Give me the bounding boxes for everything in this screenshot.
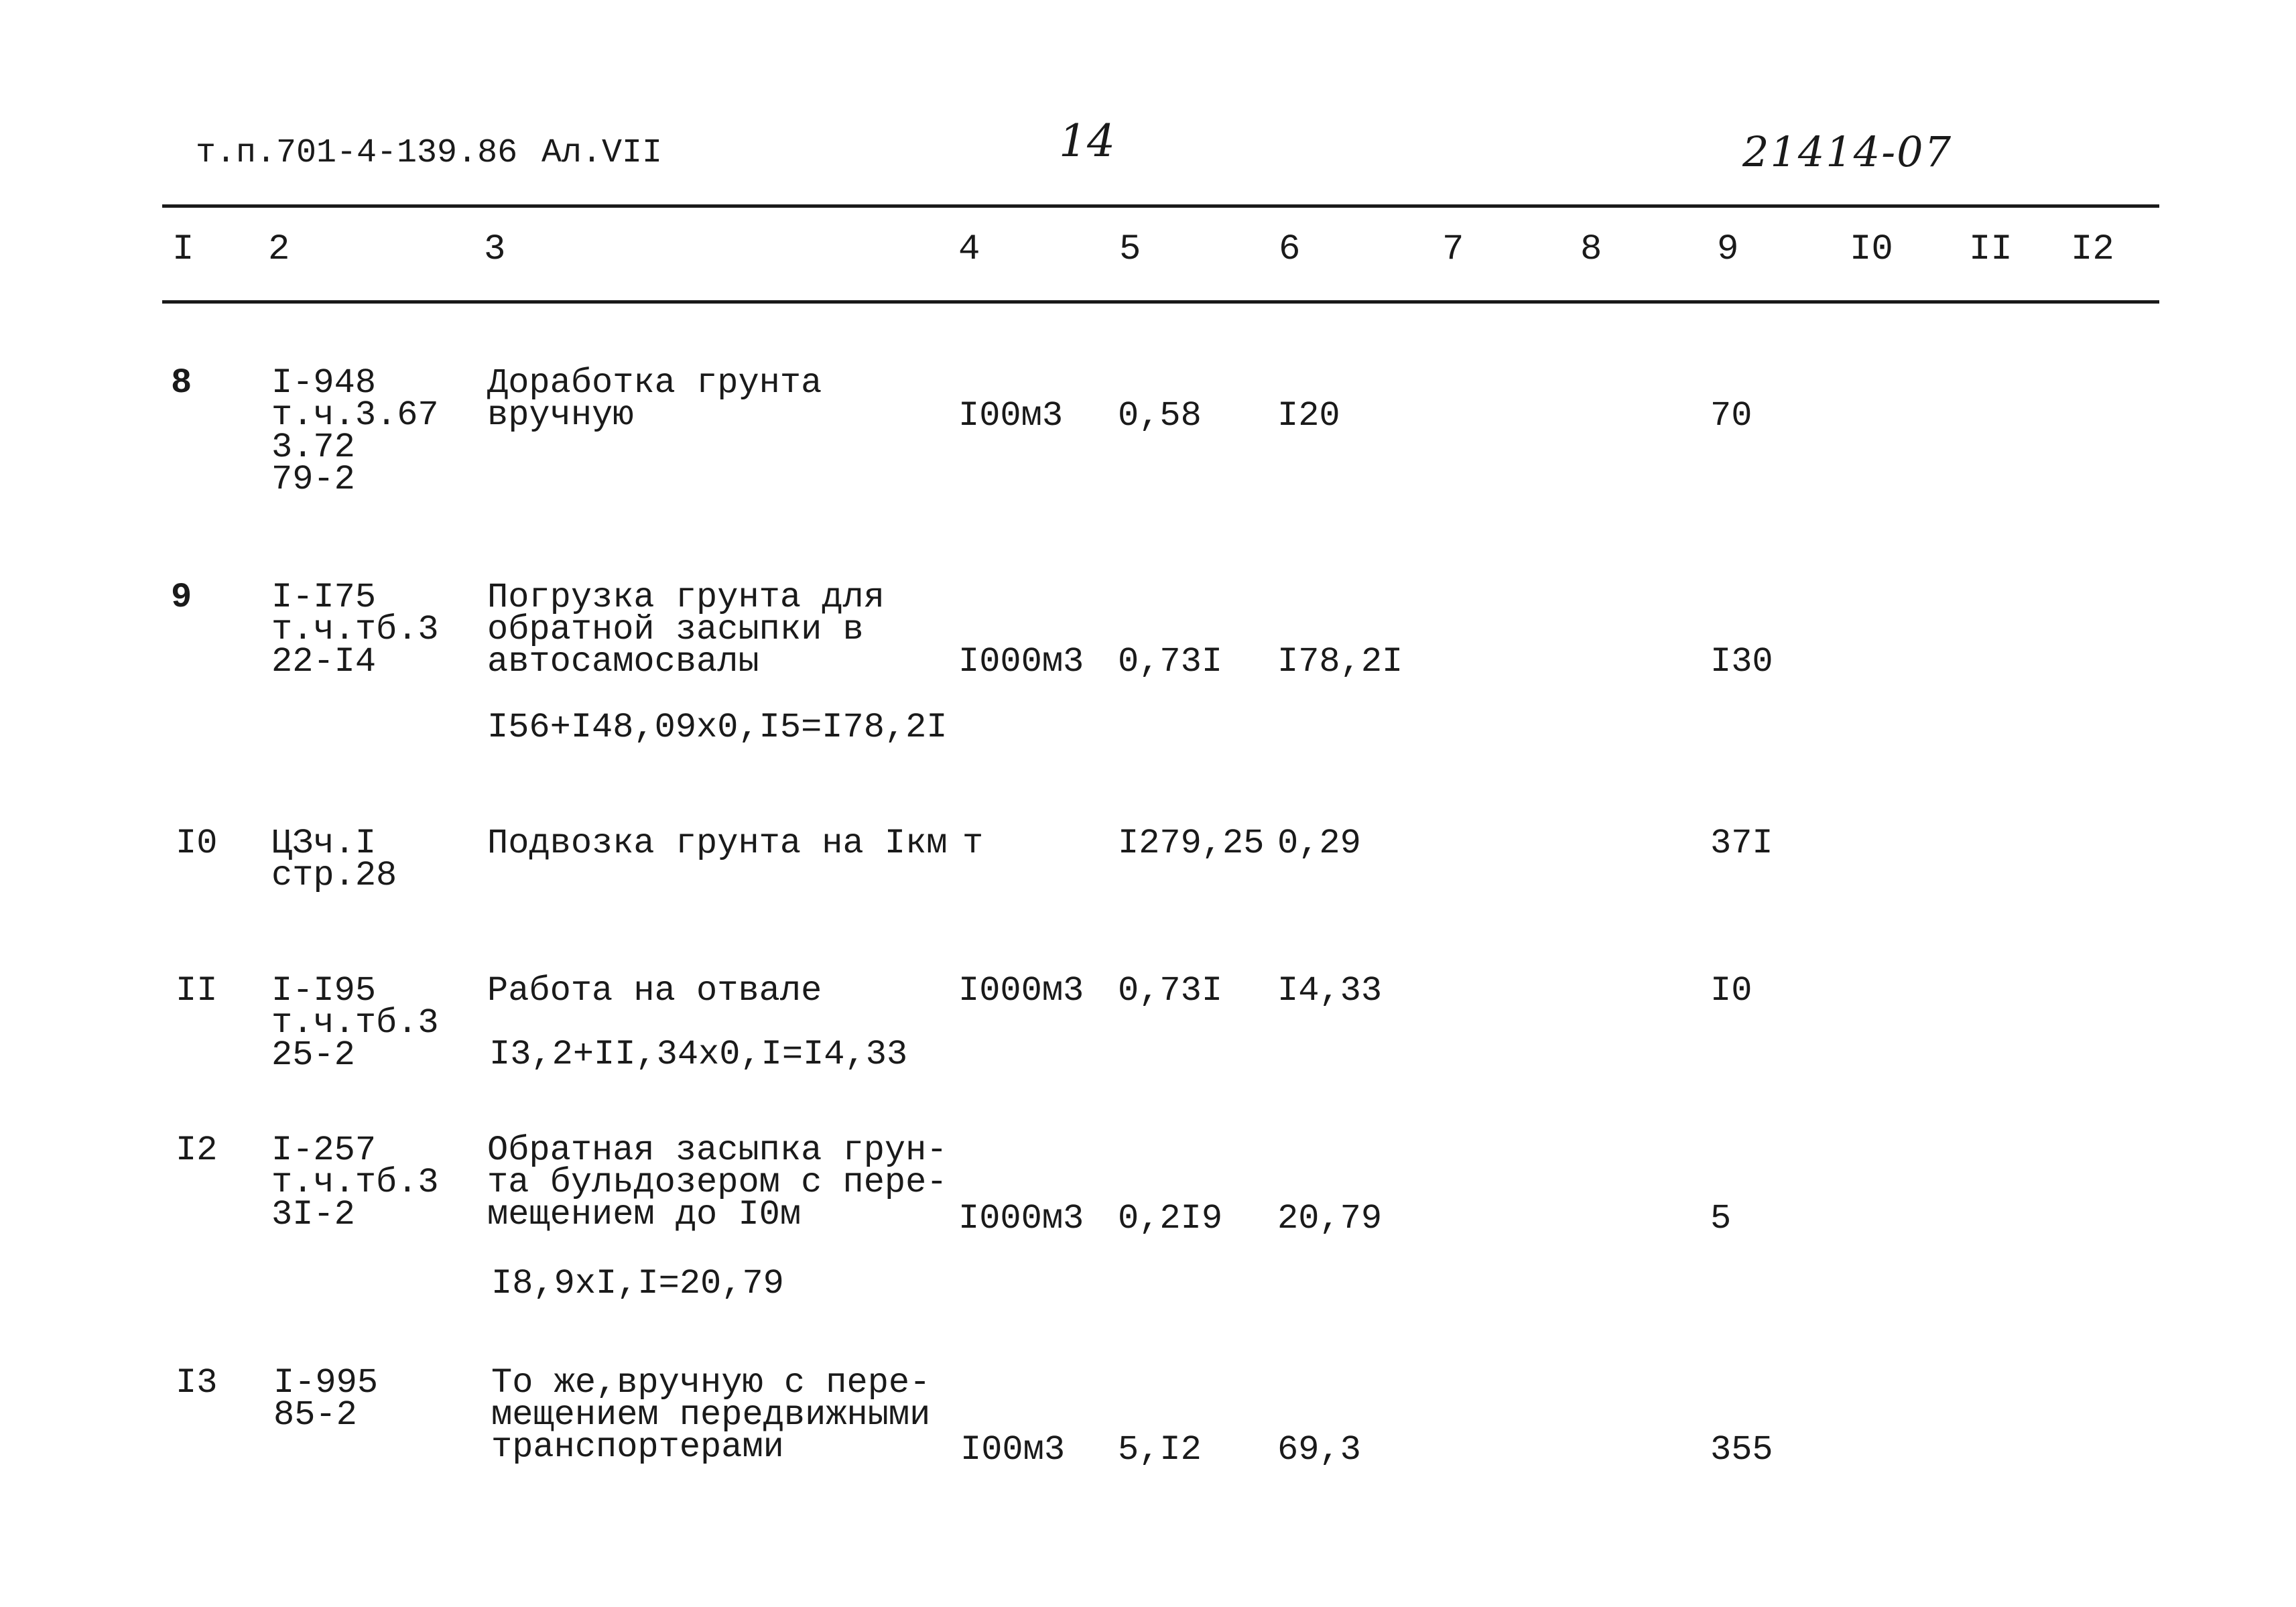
row-number: 9: [171, 578, 192, 617]
unit-price: 0,29: [1277, 824, 1361, 863]
quantity: 0,58: [1118, 396, 1202, 436]
column-number-9: 9: [1717, 229, 1739, 270]
table-header-rule: [162, 300, 2159, 304]
price-calculation: I8,9xI,I=20,79: [491, 1264, 784, 1303]
unit: т: [962, 824, 984, 863]
unit-price: 20,79: [1277, 1199, 1383, 1238]
inventory-number: 21414-07: [1742, 127, 1953, 176]
column-number-11: II: [1969, 229, 2013, 270]
row-number: I2: [176, 1131, 218, 1170]
album-number: Ал.VII: [541, 134, 663, 172]
column-number-1: I: [172, 229, 194, 270]
unit: I000м3: [958, 1199, 1084, 1238]
column-number-4: 4: [958, 229, 980, 270]
column-number-8: 8: [1580, 229, 1602, 270]
column-number-10: I0: [1850, 229, 1893, 270]
norm-code: I-995 85-2: [273, 1363, 379, 1435]
column-number-3: 3: [484, 229, 506, 270]
work-description: То же,вручную с пере- мещением передвижными транспортерами: [491, 1363, 931, 1467]
work-description: Подвозка грунта на Iкм: [487, 824, 948, 863]
unit: I000м3: [958, 971, 1084, 1011]
quantity: 5,I2: [1118, 1430, 1202, 1470]
price-calculation: I3,2+II,34x0,I=I4,33: [489, 1035, 908, 1074]
document-code: т.п.701-4-139.86: [196, 134, 518, 172]
unit: I000м3: [958, 642, 1084, 682]
quantity: 0,73I: [1118, 971, 1223, 1011]
unit-price: 69,3: [1277, 1430, 1361, 1470]
total-cost: 5: [1710, 1199, 1732, 1238]
quantity: 0,73I: [1118, 642, 1223, 682]
table-top-rule: [162, 204, 2159, 208]
norm-code: ЦЗч.I стр.28: [271, 824, 397, 895]
norm-code: I-257 т.ч.тб.3 3I-2: [271, 1131, 439, 1234]
quantity: 0,2I9: [1118, 1199, 1223, 1238]
column-number-5: 5: [1119, 229, 1141, 270]
page-number: 14: [1059, 115, 1115, 167]
work-description: Доработка грунта вручную: [487, 363, 822, 435]
row-number: 8: [171, 363, 192, 403]
work-description: Работа на отвале: [487, 971, 822, 1011]
total-cost: 355: [1710, 1430, 1773, 1470]
row-number: II: [176, 971, 218, 1011]
quantity: I279,25: [1118, 824, 1265, 863]
column-number-7: 7: [1442, 229, 1464, 270]
unit-price: I4,33: [1277, 971, 1383, 1011]
norm-code: I-I75 т.ч.тб.3 22-I4: [271, 578, 439, 682]
unit: I00м3: [960, 1430, 1066, 1470]
unit-price: I78,2I: [1277, 642, 1403, 682]
row-number: I3: [176, 1363, 218, 1403]
unit-price: I20: [1277, 396, 1340, 436]
norm-code: I-I95 т.ч.тб.3 25-2: [271, 971, 439, 1075]
row-number: I0: [176, 824, 218, 863]
total-cost: 70: [1710, 396, 1752, 436]
column-number-12: I2: [2071, 229, 2114, 270]
norm-code: I-948 т.ч.3.67 3.72 79-2: [271, 363, 439, 499]
price-calculation: I56+I48,09x0,I5=I78,2I: [487, 708, 948, 747]
unit: I00м3: [958, 396, 1064, 436]
total-cost: I0: [1710, 971, 1752, 1011]
column-number-6: 6: [1279, 229, 1301, 270]
work-description: Обратная засыпка грун- та бульдозером с пере- мещением до I0м: [487, 1131, 948, 1234]
work-description: Погрузка грунта для обратной засыпки в автосамосвалы: [487, 578, 885, 682]
total-cost: I30: [1710, 642, 1773, 682]
column-number-2: 2: [268, 229, 290, 270]
total-cost: 37I: [1710, 824, 1773, 863]
